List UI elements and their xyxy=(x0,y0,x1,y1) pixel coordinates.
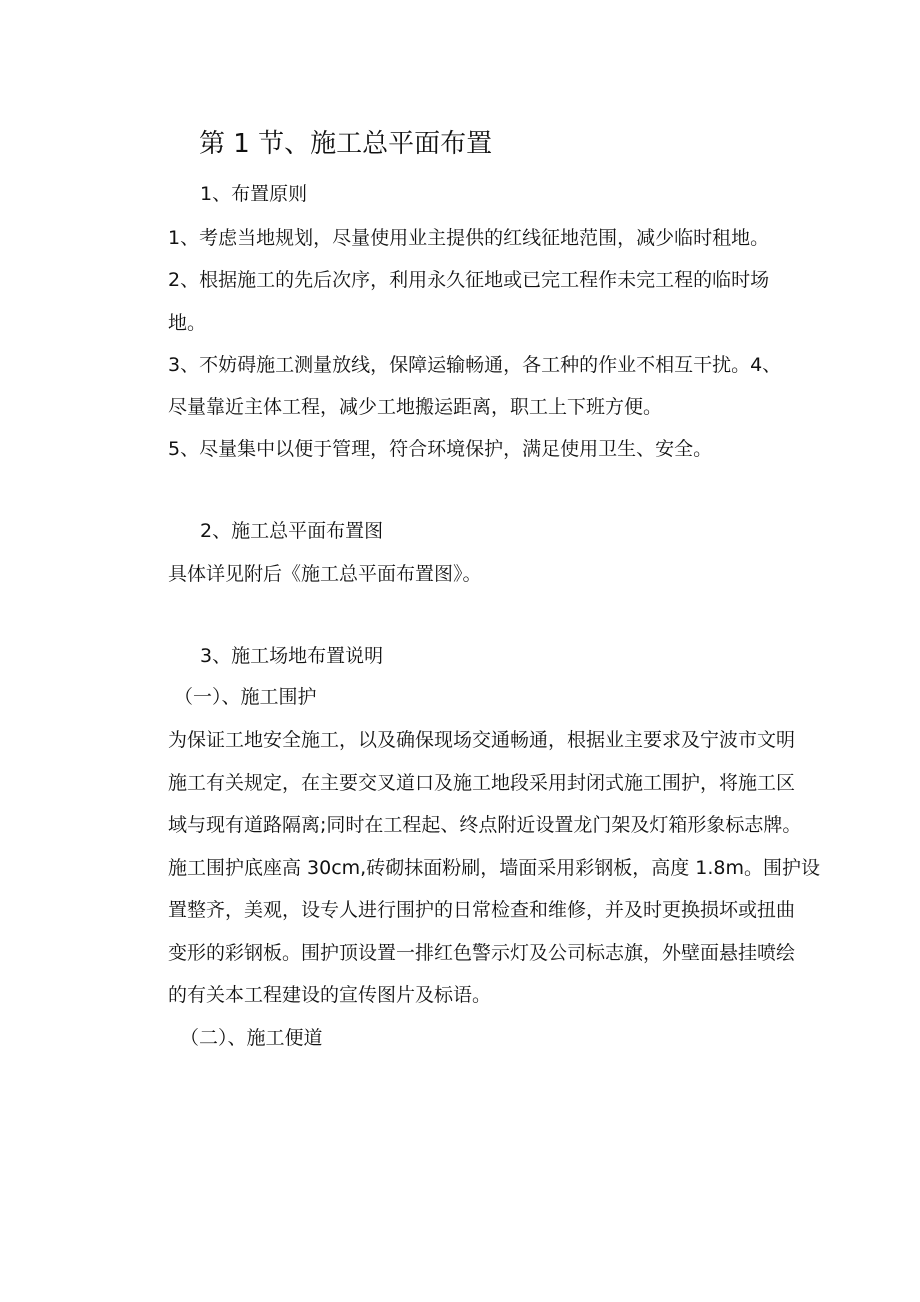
section-heading-site-plan: 2、施工总平面布置图 xyxy=(200,520,384,542)
paragraph-line: 为保证工地安全施工，以及确保现场交通畅通，根据业主要求及宁波市文明 xyxy=(168,729,796,751)
section-heading-layout-principles: 1、布置原则 xyxy=(200,183,308,205)
paragraph-line: 尽量靠近主体工程，减少工地搬运距离，职工上下班方便。 xyxy=(168,396,663,418)
section-heading-site-layout-notes: 3、施工场地布置说明 xyxy=(200,645,384,667)
paragraph-line: 施工围护底座高 30cm,砖砌抹面粉刷，墙面采用彩钢板，高度 1.8m。围护设 xyxy=(168,857,820,879)
paragraph-line: 地。 xyxy=(168,312,207,334)
paragraph-line: 具体详见附后《施工总平面布置图》。 xyxy=(168,563,482,585)
paragraph-line: 1、考虑当地规划，尽量使用业主提供的红线征地范围，减少临时租地。 xyxy=(168,227,770,249)
paragraph-line: 5、尽量集中以便于管理，符合环境保护，满足使用卫生、安全。 xyxy=(168,438,713,460)
page-title: 第 1 节、施工总平面布置 xyxy=(199,129,493,159)
subheading-access-road: （二）、施工便道 xyxy=(180,1027,323,1049)
paragraph-line: 变形的彩钢板。围护顶设置一排红色警示灯及公司标志旗，外壁面悬挂喷绘 xyxy=(168,942,796,964)
paragraph-line: 域与现有道路隔离;同时在工程起、终点附近设置龙门架及灯箱形象标志牌。 xyxy=(168,814,802,836)
paragraph-line: 的有关本工程建设的宣传图片及标语。 xyxy=(168,984,492,1006)
paragraph-line: 置整齐，美观，设专人进行围护的日常检查和维修，并及时更换损坏或扭曲 xyxy=(168,899,796,921)
paragraph-line: 2、根据施工的先后次序，利用永久征地或已完工程作未完工程的临时场 xyxy=(168,269,770,291)
subheading-enclosure: （一）、施工围护 xyxy=(174,686,317,708)
paragraph-line: 施工有关规定，在主要交叉道口及施工地段采用封闭式施工围护，将施工区 xyxy=(168,772,796,794)
paragraph-line: 3、不妨碍施工测量放线，保障运输畅通，各工种的作业不相互干扰。4、 xyxy=(168,354,782,376)
